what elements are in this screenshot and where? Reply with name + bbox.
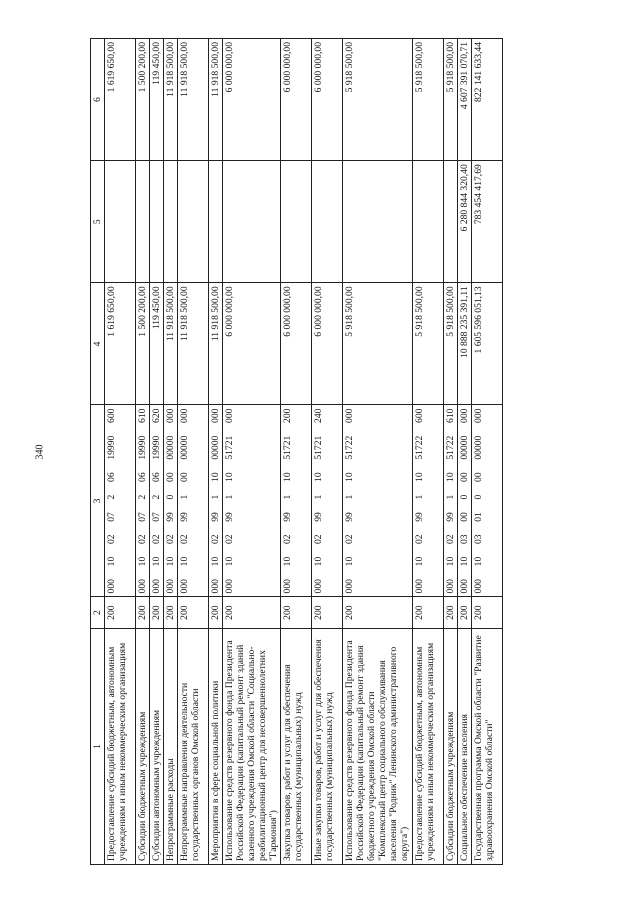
code-part: 000 [472,408,484,423]
code-part: 02 [344,534,356,545]
code-part: 10 [224,472,236,482]
code-part: 1 [344,494,356,500]
table-row [343,39,412,865]
code-part: 10 [313,556,325,567]
code-group [473,408,484,593]
code-part: 10 [413,472,425,482]
code-group [414,408,425,593]
row-name: Государственная программа Омской области "Развитие здравоохранения Омской области" [471,628,502,864]
row-col2: 200 [457,597,471,628]
table-row [105,39,136,865]
code-part: 000 [313,579,325,594]
row-code [471,405,502,597]
row-col2: 200 [412,597,443,628]
row-col2: 200 [105,597,136,628]
row-name: Использование средств резервного фонда Президента Российской Федерации (капитальный ремонт здания бюджетного учреждения Омской области "Комплексный центр социального обслуживания населения "Родник" Ленинского административного округа") [343,628,412,864]
row-code [105,405,136,597]
code-part: 03 [458,534,470,545]
code-part: 2 [106,494,118,500]
row-value-5 [223,161,281,283]
row-value-4: 1 605 596 051,13 [471,283,502,405]
code-part: 51721 [224,435,236,460]
code-part: 1 [313,494,325,500]
code-part: 10 [282,556,294,567]
row-value-6: 6 000 000,00 [223,39,281,161]
code-part: 07 [151,512,163,522]
code-part: 1 [179,494,191,500]
row-code [164,405,178,597]
code-group [165,408,176,593]
code-part: 07 [137,512,149,522]
row-value-4: 119 450,00 [150,283,164,405]
row-value-5 [209,161,223,283]
code-part: 000 [472,579,484,594]
code-part: 10 [165,556,177,567]
row-value-6: 119 450,00 [150,39,164,161]
row-value-4: 1 500 200,00 [136,283,150,405]
row-col2: 200 [343,597,412,628]
rotated-page [90,38,530,865]
code-part: 10 [444,556,456,567]
row-code [312,405,343,597]
code-part: 00 [458,472,470,482]
code-part: 2 [151,494,163,500]
code-part: 0 [165,494,177,500]
code-part: 99 [179,512,191,522]
code-part: 06 [106,472,118,482]
row-value-6: 11 918 500,00 [209,39,223,161]
code-part: 000 [282,579,294,594]
code-part: 000 [458,579,470,594]
row-value-5 [312,161,343,283]
code-part: 06 [137,472,149,482]
code-part: 000 [458,408,470,423]
table-body [105,39,503,865]
row-name: Непрограммные расходы [164,628,178,864]
row-value-6: 6 000 000,00 [312,39,343,161]
code-part: 10 [472,556,484,567]
code-part: 10 [413,556,425,567]
code-part: 07 [106,512,118,522]
row-name: Мероприятия в сфере социальной политики [209,628,223,864]
row-name: Социальное обеспечение населения [457,628,471,864]
code-part: 000 [224,579,236,594]
code-part: 02 [106,534,118,545]
code-part: 000 [179,408,191,423]
row-name: Непрограммные направления деятельности государственных органов Омской области [178,628,209,864]
header-col-6: 6 [91,39,105,161]
code-group [445,408,456,593]
header-col-5: 5 [91,161,105,283]
code-part: 02 [413,534,425,545]
code-part: 00000 [165,435,177,460]
code-part: 200 [282,408,294,423]
row-value-6: 4 607 391 070,71 [457,39,471,161]
row-value-5 [150,161,164,283]
code-group [459,408,470,593]
code-part: 10 [179,556,191,567]
code-part: 000 [444,579,456,594]
code-part: 99 [444,512,456,522]
row-value-4: 6 000 000,00 [312,283,343,405]
code-part: 1 [413,494,425,500]
code-part: 99 [413,512,425,522]
code-part: 51722 [344,435,356,460]
row-name: Закупка товаров, работ и услуг для обеспечения государственных (муниципальных) нужд [281,628,312,864]
row-value-5: 783 454 417,69 [471,161,502,283]
code-part: 02 [137,534,149,545]
code-part: 000 [106,579,118,594]
code-part: 2 [137,494,149,500]
row-value-4: 11 918 500,00 [178,283,209,405]
code-group [106,408,117,593]
code-part: 02 [165,534,177,545]
code-part: 000 [151,579,163,594]
code-part: 1 [210,494,222,500]
code-part: 19990 [151,435,163,460]
code-part: 19990 [137,435,149,460]
table-row [223,39,281,865]
code-part: 000 [179,579,191,594]
row-code [178,405,209,597]
code-part: 99 [165,512,177,522]
row-value-4: 5 918 500,00 [412,283,443,405]
code-part: 10 [344,556,356,567]
code-group [179,408,190,593]
code-part: 10 [344,472,356,482]
row-col2: 200 [150,597,164,628]
code-group [137,408,148,593]
code-part: 000 [137,579,149,594]
row-value-4: 1 619 650,00 [105,283,136,405]
code-part: 99 [282,512,294,522]
code-part: 610 [137,408,149,423]
row-value-6: 11 918 500,00 [178,39,209,161]
code-group [313,408,324,593]
row-code [443,405,457,597]
code-part: 02 [444,534,456,545]
row-value-5 [105,161,136,283]
row-value-6: 5 918 500,00 [443,39,457,161]
code-part: 0 [472,494,484,500]
code-part: 02 [282,534,294,545]
code-part: 620 [151,408,163,423]
row-value-4: 6 000 000,00 [223,283,281,405]
row-col2: 200 [281,597,312,628]
row-code [150,405,164,597]
row-value-4: 11 918 500,00 [209,283,223,405]
code-part: 99 [224,512,236,522]
code-part: 000 [210,408,222,423]
row-value-5: 6 280 844 320,40 [457,161,471,283]
table-row [312,39,343,865]
row-value-6: 1 500 200,00 [136,39,150,161]
row-col2: 200 [209,597,223,628]
row-value-5 [343,161,412,283]
row-value-5 [443,161,457,283]
table-row [457,39,471,865]
code-part: 51721 [282,435,294,460]
row-value-4: 5 918 500,00 [343,283,412,405]
code-part: 610 [444,408,456,423]
row-name: Предоставление субсидий бюджетным, автономным учреждениям и иным некоммерческим организациям [105,628,136,864]
row-value-5 [136,161,150,283]
code-part: 10 [137,556,149,567]
code-part: 00 [458,512,470,522]
code-part: 000 [165,579,177,594]
row-value-5 [178,161,209,283]
code-group [344,408,355,593]
row-value-4: 6 000 000,00 [281,283,312,405]
code-part: 10 [106,556,118,567]
code-part: 10 [210,556,222,567]
row-value-5 [164,161,178,283]
table-row [178,39,209,865]
code-part: 99 [344,512,356,522]
row-value-6: 6 000 000,00 [281,39,312,161]
row-code [136,405,150,597]
code-part: 00 [472,472,484,482]
row-name: Использование средств резервного фонда Президента Российской Федерации (капитальный ремонт зданий казенного учреждения Омской области "Социально-реабилитационный центр для несовершеннолетних "Гармония") [223,628,281,864]
row-value-6: 822 141 633,44 [471,39,502,161]
code-part: 01 [472,512,484,522]
code-part: 02 [224,534,236,545]
row-name: Субсидии бюджетным учреждениям [136,628,150,864]
code-part: 51722 [413,435,425,460]
code-part: 02 [210,534,222,545]
header-col-2: 2 [91,597,105,628]
row-name: Субсидии бюджетным учреждениям [443,628,457,864]
code-part: 06 [151,472,163,482]
row-value-4: 11 918 500,00 [164,283,178,405]
code-part: 51722 [444,435,456,460]
row-col2: 200 [443,597,457,628]
header-col-3: 3 [91,405,105,597]
row-value-4: 5 918 500,00 [443,283,457,405]
row-value-6: 5 918 500,00 [343,39,412,161]
row-code [343,405,412,597]
code-part: 10 [210,472,222,482]
header-row [91,39,105,865]
code-group [282,408,293,593]
code-part: 10 [151,556,163,567]
table-row [209,39,223,865]
row-code [209,405,223,597]
code-part: 03 [472,534,484,545]
code-part: 02 [179,534,191,545]
table-row [281,39,312,865]
table-row [164,39,178,865]
row-value-6: 11 918 500,00 [164,39,178,161]
row-col2: 200 [312,597,343,628]
row-code [412,405,443,597]
row-value-5 [412,161,443,283]
table-row [136,39,150,865]
header-col-1: 1 [91,628,105,864]
code-part: 000 [224,408,236,423]
code-part: 1 [444,494,456,500]
code-part: 51721 [313,435,325,460]
row-name: Субсидии автономным учреждениям [150,628,164,864]
code-part: 10 [282,472,294,482]
row-name: Предоставление субсидий бюджетным, автономным учреждениям и иным некоммерческим организациям [412,628,443,864]
row-value-6: 1 619 650,00 [105,39,136,161]
code-part: 99 [210,512,222,522]
header-col-4: 4 [91,283,105,405]
row-col2: 200 [471,597,502,628]
row-code [457,405,471,597]
code-part: 10 [313,472,325,482]
code-part: 000 [165,408,177,423]
code-part: 00000 [179,435,191,460]
code-part: 19990 [106,435,118,460]
code-part: 99 [313,512,325,522]
row-col2: 200 [178,597,209,628]
code-group [210,408,221,593]
code-part: 02 [151,534,163,545]
code-part: 00 [165,472,177,482]
code-part: 10 [458,556,470,567]
code-part: 02 [313,534,325,545]
page-number: 340 [34,444,46,460]
code-part: 240 [313,408,325,423]
code-part: 00000 [210,435,222,460]
code-part: 10 [224,556,236,567]
code-group [224,408,235,593]
code-part: 000 [413,579,425,594]
row-code [223,405,281,597]
code-part: 10 [444,472,456,482]
code-part: 00000 [472,435,484,460]
code-part: 00000 [458,435,470,460]
code-part: 1 [282,494,294,500]
code-part: 000 [210,579,222,594]
code-part: 1 [224,494,236,500]
table-row [443,39,457,865]
row-name: Иные закупки товаров, работ и услуг для обеспечения государственных (муниципальных) нужд [312,628,343,864]
row-col2: 200 [136,597,150,628]
row-value-6: 5 918 500,00 [412,39,443,161]
table-row [412,39,443,865]
code-group [151,408,162,593]
code-part: 00 [179,472,191,482]
table-row [471,39,502,865]
code-part: 600 [106,408,118,423]
table-row [150,39,164,865]
code-part: 600 [413,408,425,423]
budget-table [90,38,503,865]
row-value-5 [281,161,312,283]
row-code [281,405,312,597]
row-col2: 200 [164,597,178,628]
row-col2: 200 [223,597,281,628]
code-part: 0 [458,494,470,500]
row-value-4: 10 888 235 391,11 [457,283,471,405]
code-part: 000 [344,579,356,594]
code-part: 000 [344,408,356,423]
